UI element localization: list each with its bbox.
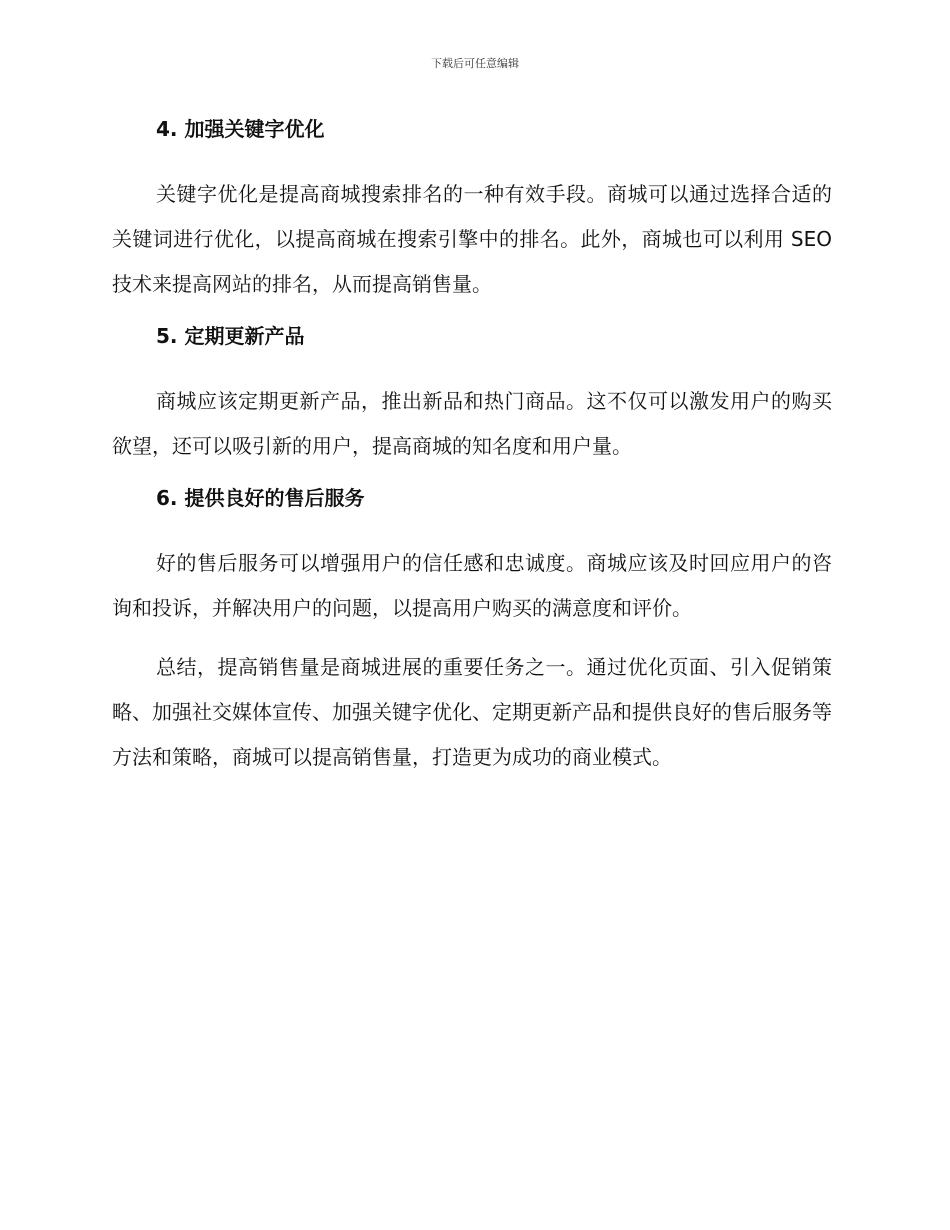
- summary-paragraph: 总结，提高销售量是商城进展的重要任务之一。通过优化页面、引入促销策略、加强社交媒体宣传、加强关键字优化、定期更新产品和提供良好的售后服务等方法和策略，商城可以提高销售量，打造更为成功的商业模式。: [112, 655, 832, 769]
- header-note: 下载后可任意编辑: [431, 57, 519, 70]
- section-heading-keyword-optimization: 4. 加强关键字优化: [156, 117, 325, 141]
- section-heading-after-sales: 6. 提供良好的售后服务: [156, 486, 365, 510]
- section-paragraph-update-products: 商城应该定期更新产品，推出新品和热门商品。这不仅可以激发用户的购买欲望，还可以吸引新的用户，提高商城的知名度和用户量。: [112, 389, 832, 458]
- section-heading-update-products: 5. 定期更新产品: [156, 324, 305, 348]
- section-paragraph-keyword-optimization: 关键字优化是提高商城搜索排名的一种有效手段。商城可以通过选择合适的关键词进行优化，以提高商城在搜索引擎中的排名。此外，商城也可以利用 SEO 技术来提高网站的排名，从而提高销售量。: [112, 182, 832, 296]
- section-paragraph-after-sales: 好的售后服务可以增强用户的信任感和忠诚度。商城应该及时回应用户的咨询和投诉，并解决用户的问题，以提高用户购买的满意度和评价。: [112, 551, 832, 620]
- document-body: [112, 114, 832, 780]
